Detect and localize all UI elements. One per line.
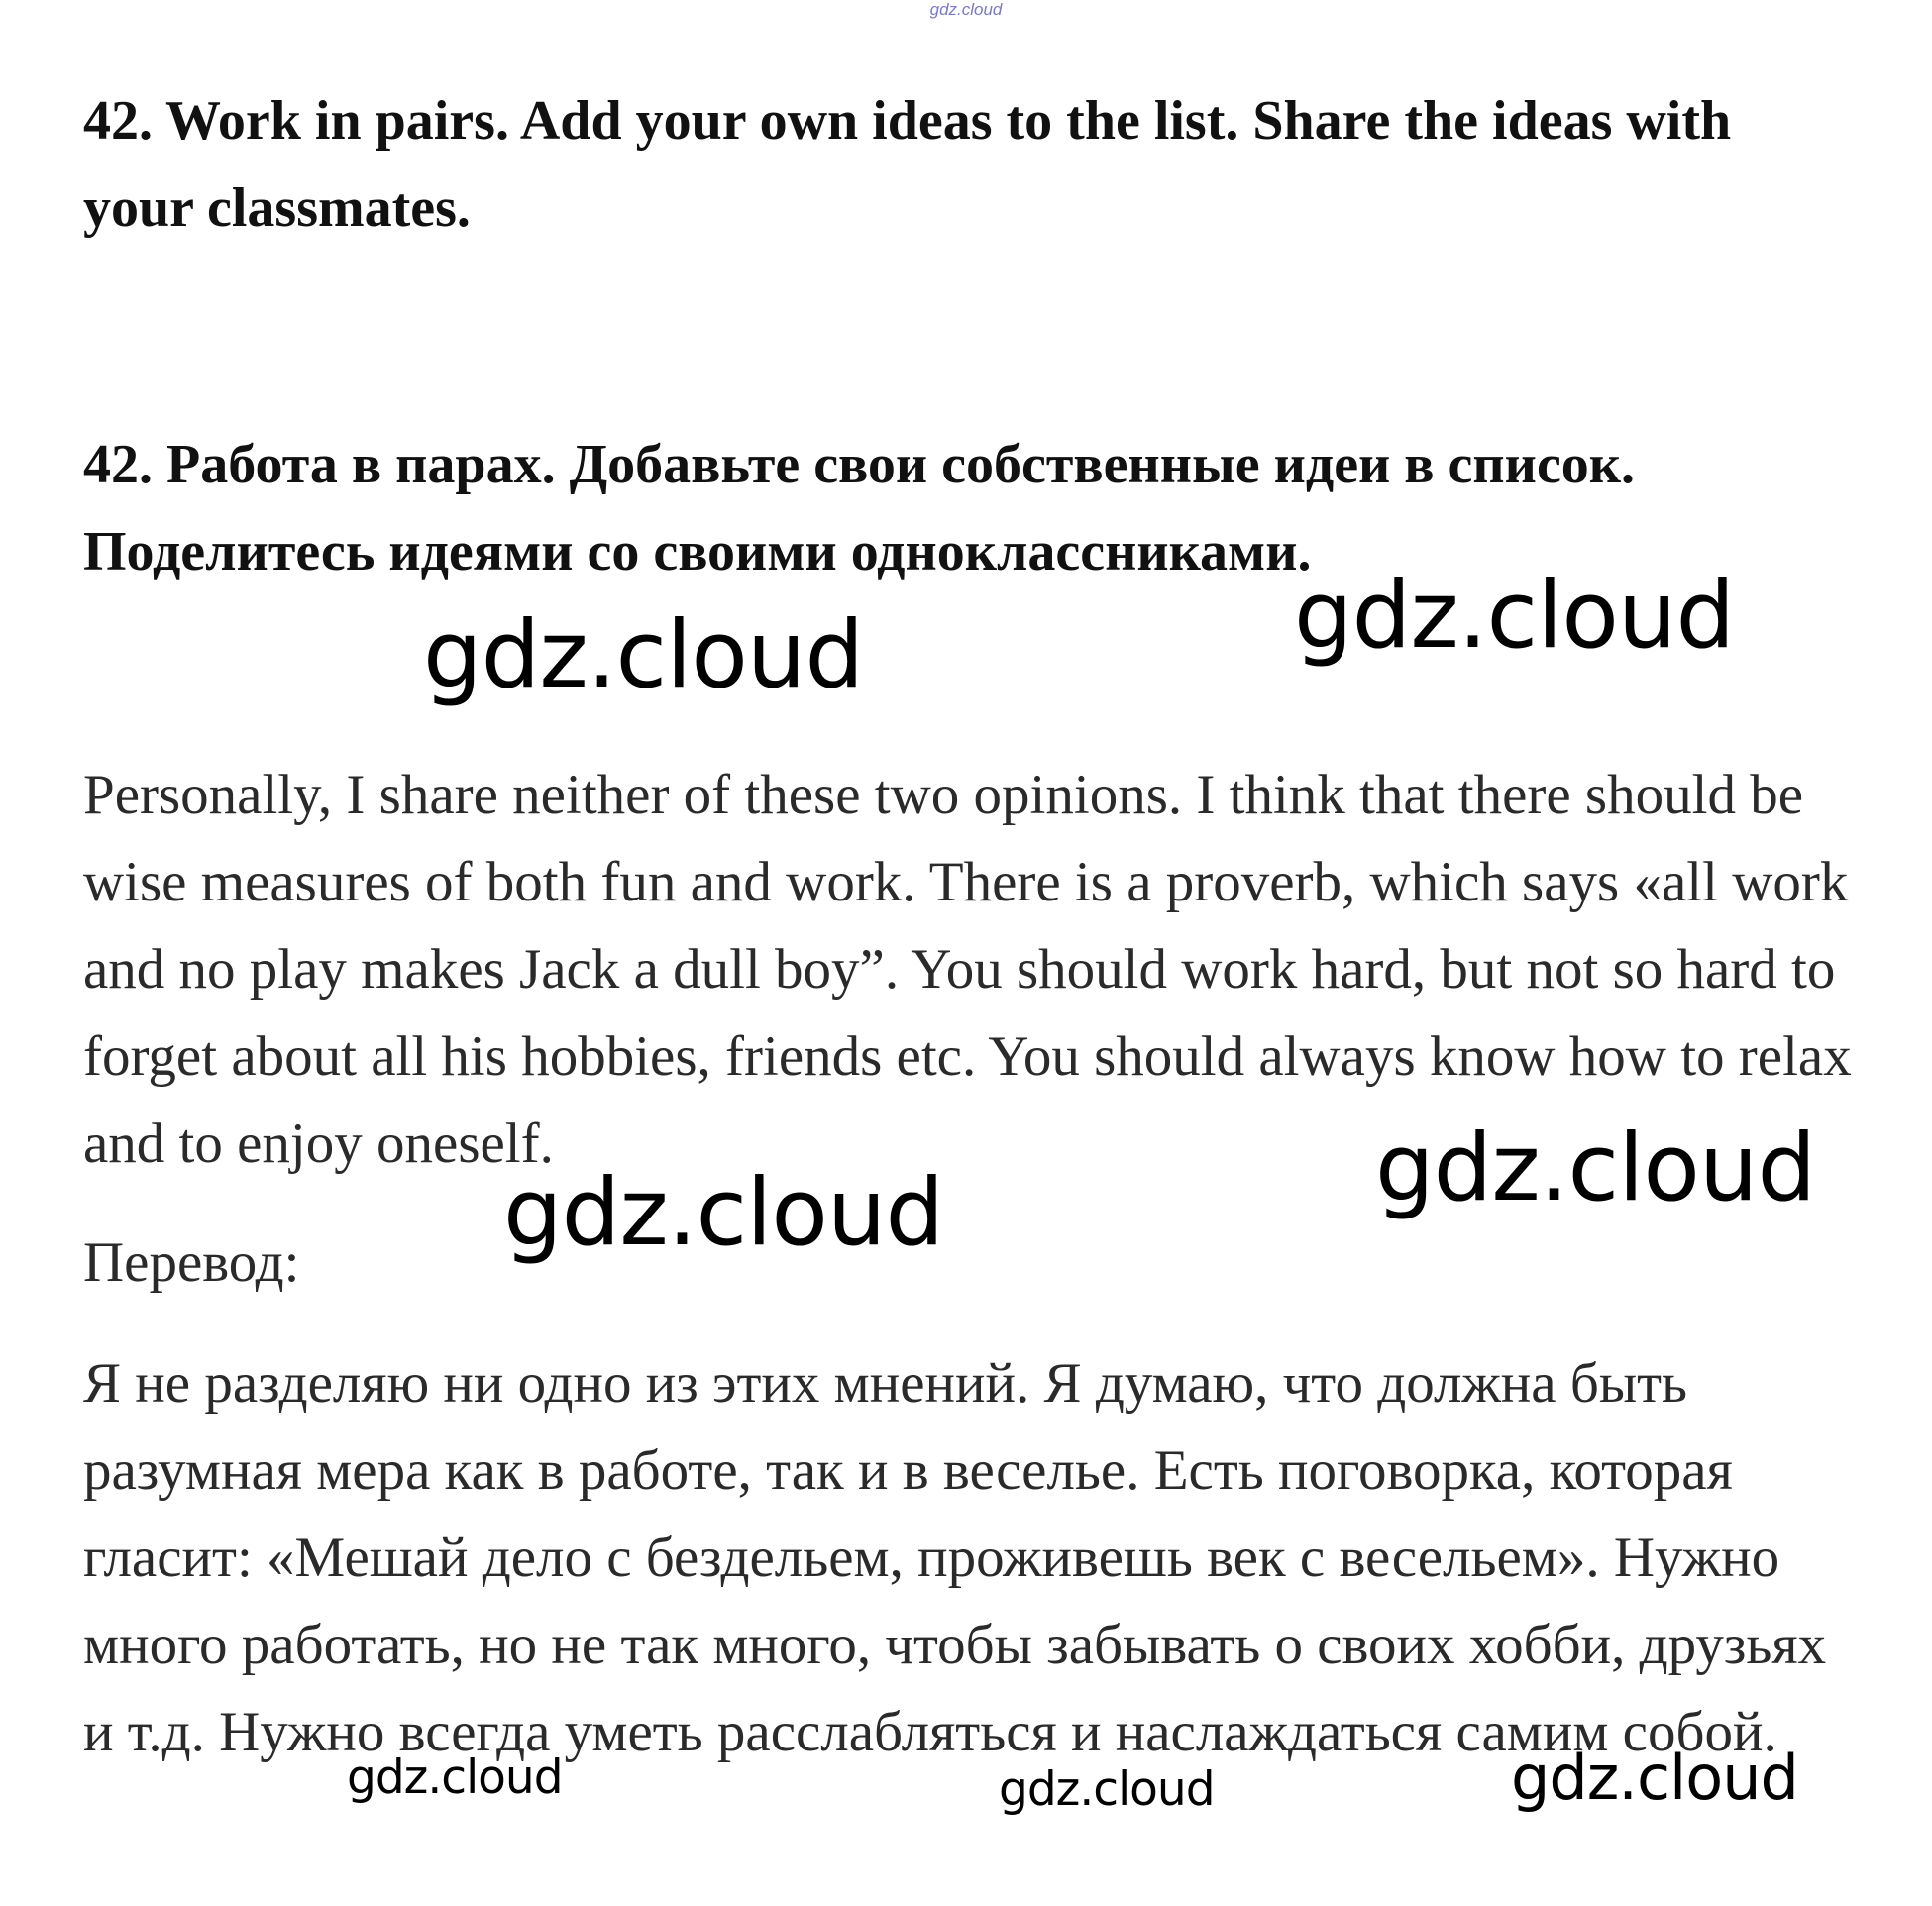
watermark: gdz.cloud — [1511, 1742, 1798, 1814]
top-watermark: gdz.cloud — [929, 0, 1003, 19]
answer-text-russian: Я не разделяю ни одно из этих мнений. Я думаю, что должна быть разумная мера как в работе, так и в веселье. Есть поговорка, которая гласит: «Мешай дело с бездельем, проживешь век с весельем». Нужно много работать, но не так много, чтобы забывать о своих хобби, друзьях и т.д. Нужно всегда уметь расслабляться и наслаждаться самим собой. — [83, 1352, 1827, 1763]
answer-text-english: Personally, I share neither of these two opinions. I think that there should be wise measures of both fun and work. There is a proverb, which says «all work and no play makes Jack a dull boy”. You should work hard, but not so hard to forget about all his hobbies, friends etc. You should always know how to relax and to enjoy oneself. — [83, 764, 1852, 1175]
task-heading-english: 42. Work in pairs. Add your own ideas to the list. Share the ideas with your classmates. — [83, 90, 1732, 239]
translation-label: Перевод: — [83, 1231, 300, 1294]
watermark: gdz.cloud — [503, 1159, 944, 1267]
watermark: gdz.cloud — [423, 601, 864, 709]
watermark: gdz.cloud — [1294, 562, 1735, 670]
task-heading-russian: 42. Работа в парах. Добавьте свои собственные идеи в список. Поделитесь идеями со своими одноклассниками. — [83, 434, 1636, 582]
watermark: gdz.cloud — [347, 1750, 563, 1805]
watermark: gdz.cloud — [1375, 1114, 1816, 1222]
watermark: gdz.cloud — [999, 1762, 1215, 1817]
